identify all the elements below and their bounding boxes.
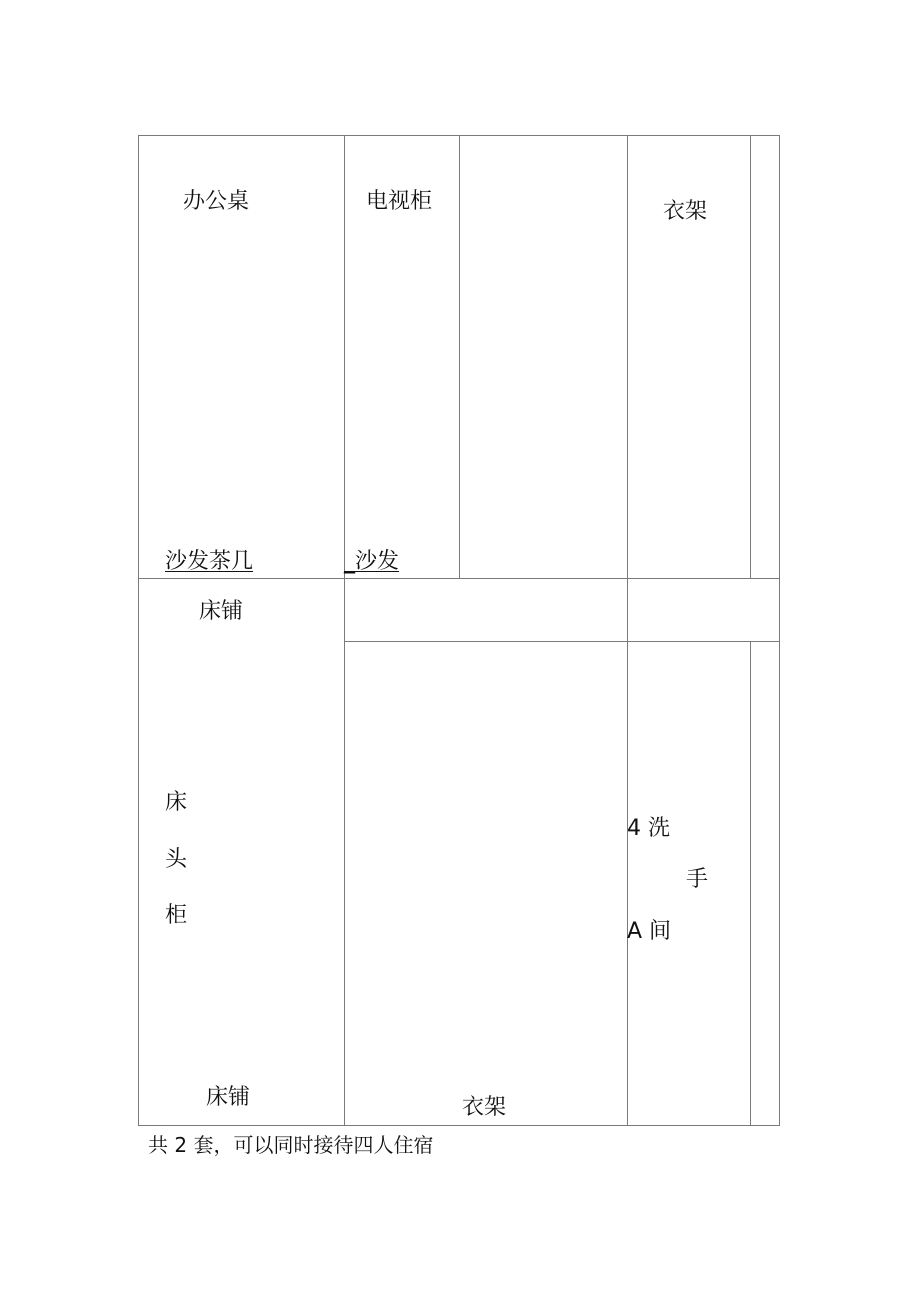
office-desk-label: 办公桌 (183, 189, 250, 214)
outer-left-border (138, 135, 139, 1126)
nightstand-label-1: 床 (165, 790, 188, 815)
edge-strip-bottom-divider (750, 641, 751, 1126)
right-column-divider (627, 135, 628, 1126)
washroom-label-3: A 间 (627, 919, 672, 944)
nightstand-label-2: 头 (165, 847, 188, 872)
nightstand-label-3: 柜 (165, 903, 188, 928)
washroom-label-1: 4 洗 (627, 816, 670, 841)
tv-room-divider (459, 135, 460, 579)
outer-right-border (779, 135, 780, 1126)
outer-bottom-border (138, 1125, 780, 1126)
caption: 共 2 套，可以同时接待四人住宿 (148, 1133, 434, 1157)
sofa-tea-table-label: 沙发茶几 (165, 549, 254, 574)
coat-rack-top-label: 衣架 (663, 199, 708, 224)
coat-rack-bottom-label: 衣架 (462, 1095, 507, 1120)
washroom-label-2: 手 (686, 867, 709, 892)
corridor-divider (344, 641, 780, 642)
sofa-label: _沙发 (344, 549, 400, 574)
tv-cabinet-label: 电视柜 (366, 189, 433, 214)
bed-bottom-label: 床铺 (206, 1085, 251, 1110)
bed-top-label: 床铺 (199, 599, 244, 624)
left-column-divider (344, 135, 345, 1126)
edge-strip-top-divider (750, 135, 751, 579)
